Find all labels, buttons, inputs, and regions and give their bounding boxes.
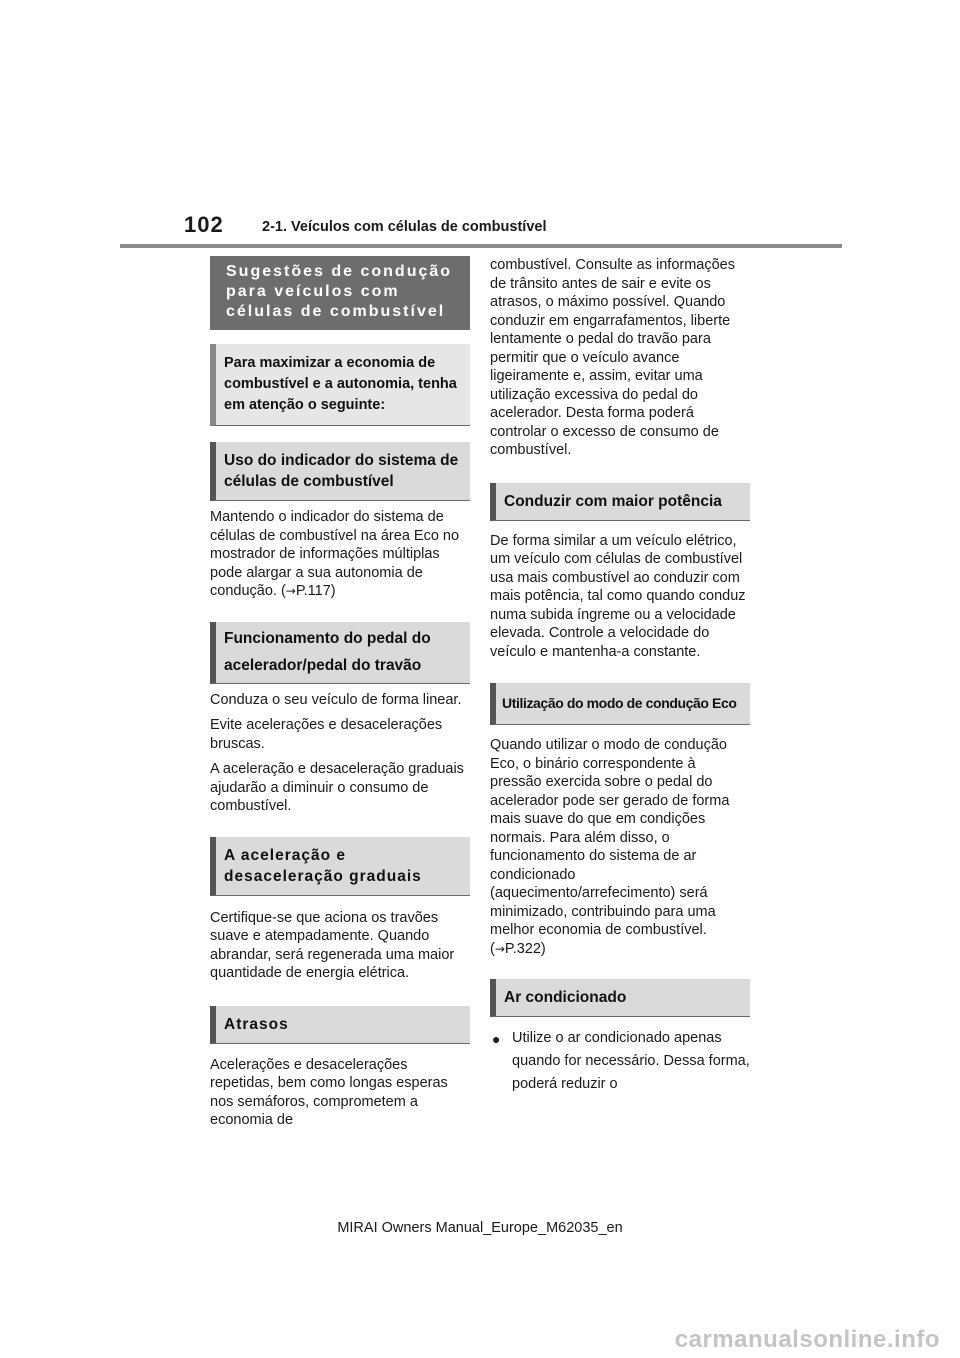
paragraph: A aceleração e desaceleração graduais ajudarão a diminuir o consumo de combustível. [210, 761, 464, 814]
arrow-right-icon: → [285, 584, 296, 598]
watermark: carmanualsonline.info [674, 1326, 940, 1353]
section-eco-body [490, 736, 750, 958]
bullet-icon: ● [492, 1031, 501, 1047]
heading-power: Conduzir com maior potência [490, 483, 750, 521]
bullet-list [490, 1027, 750, 1096]
heading-air-conditioning: Ar condicionado [490, 979, 750, 1017]
paragraph: Acelerações e desacelerações repetidas, bem como longas esperas nos semáforos, comprometem a economia de [210, 1056, 448, 1128]
section-gradual-body [210, 909, 470, 983]
paragraph: Mantendo o indicador do sistema de células de combustível na área Eco no mostrador de informações múltiplas pode alargar a sua autonomia de condução. (→P.117) [210, 509, 460, 599]
main-title: Sugestões de condução para veículos com células de combustível [210, 256, 470, 330]
page-reference[interactable]: P.322) [504, 940, 546, 957]
page-number: 102 [184, 212, 224, 237]
paragraph: Certifique-se que aciona os travões suave e atempadamente. Quando abrandar, será regenerada uma maior quantidade de energia elétrica. [210, 909, 455, 981]
list-item: ● Utilize o ar condicionado apenas quando for necessário. Dessa forma, poderá reduzir o [492, 1030, 750, 1092]
arrow-right-icon: → [494, 941, 505, 956]
heading-indicator: Uso do indicador do sistema de células de combustível [210, 442, 470, 501]
heading-pedal: Funcionamento do pedal do acelerador/pedal do travão [210, 622, 470, 684]
section-pedal-body [210, 691, 470, 816]
heading-delays: Atrasos [210, 1006, 470, 1044]
header-divider [120, 244, 842, 248]
right-column [490, 256, 750, 1096]
left-column [210, 256, 470, 1130]
paragraph: Quando utilizar o modo de condução Eco, o binário correspondente à pressão exercida sobre o pedal do acelerador pode ser gerado de forma mais suave do que em condições normais. Para além disso, o funcionamento do sistema de ar condicionado (aquecimento/arrefecimento) será minimizado, contribuindo para uma melhor economia de combustível. [490, 737, 730, 938]
heading-gradual: A aceleração e desaceleração graduais [210, 837, 470, 896]
section-power-body [490, 532, 750, 662]
intro-box [210, 344, 470, 426]
footer-text: MIRAI Owners Manual_Europe_M62035_en [337, 1220, 623, 1236]
section-delays-body [210, 1056, 470, 1130]
paragraph: Evite acelerações e desacelerações bruscas. [210, 717, 443, 752]
intro-text: Para maximizar a economia de combustível e a autonomia, tenha em atenção o seguinte: [224, 355, 457, 413]
heading-eco-mode: Utilização do modo de condução Eco [490, 683, 750, 725]
paragraph: Conduza o seu veículo de forma linear. [210, 691, 462, 708]
reference-line: (→P.322) [490, 940, 546, 957]
section-indicator-body [210, 508, 470, 601]
page-reference[interactable]: P.117) [295, 583, 336, 599]
section-title: 2-1. Veículos com células de combustível [262, 219, 547, 235]
paragraph-continuation: combustível. Consulte as informações de trânsito antes de sair e evite os atrasos, o máximo possível. Quando conduzir em engarrafamentos, liberte lentamente o pedal do travão para permitir que o veículo avance ligeiramente e, assim, evitar uma utilização excessiva do pedal do acelerador. Desta forma poderá controlar o excesso de consumo de combustível. [490, 257, 735, 458]
paragraph: De forma similar a um veículo elétrico, um veículo com células de combustível usa mais combustível ao conduzir com mais potência, tal como quando conduz numa subida íngreme ou a velocidade elevada. Controle a velocidade do veículo e mantenha-a constante. [490, 532, 746, 660]
